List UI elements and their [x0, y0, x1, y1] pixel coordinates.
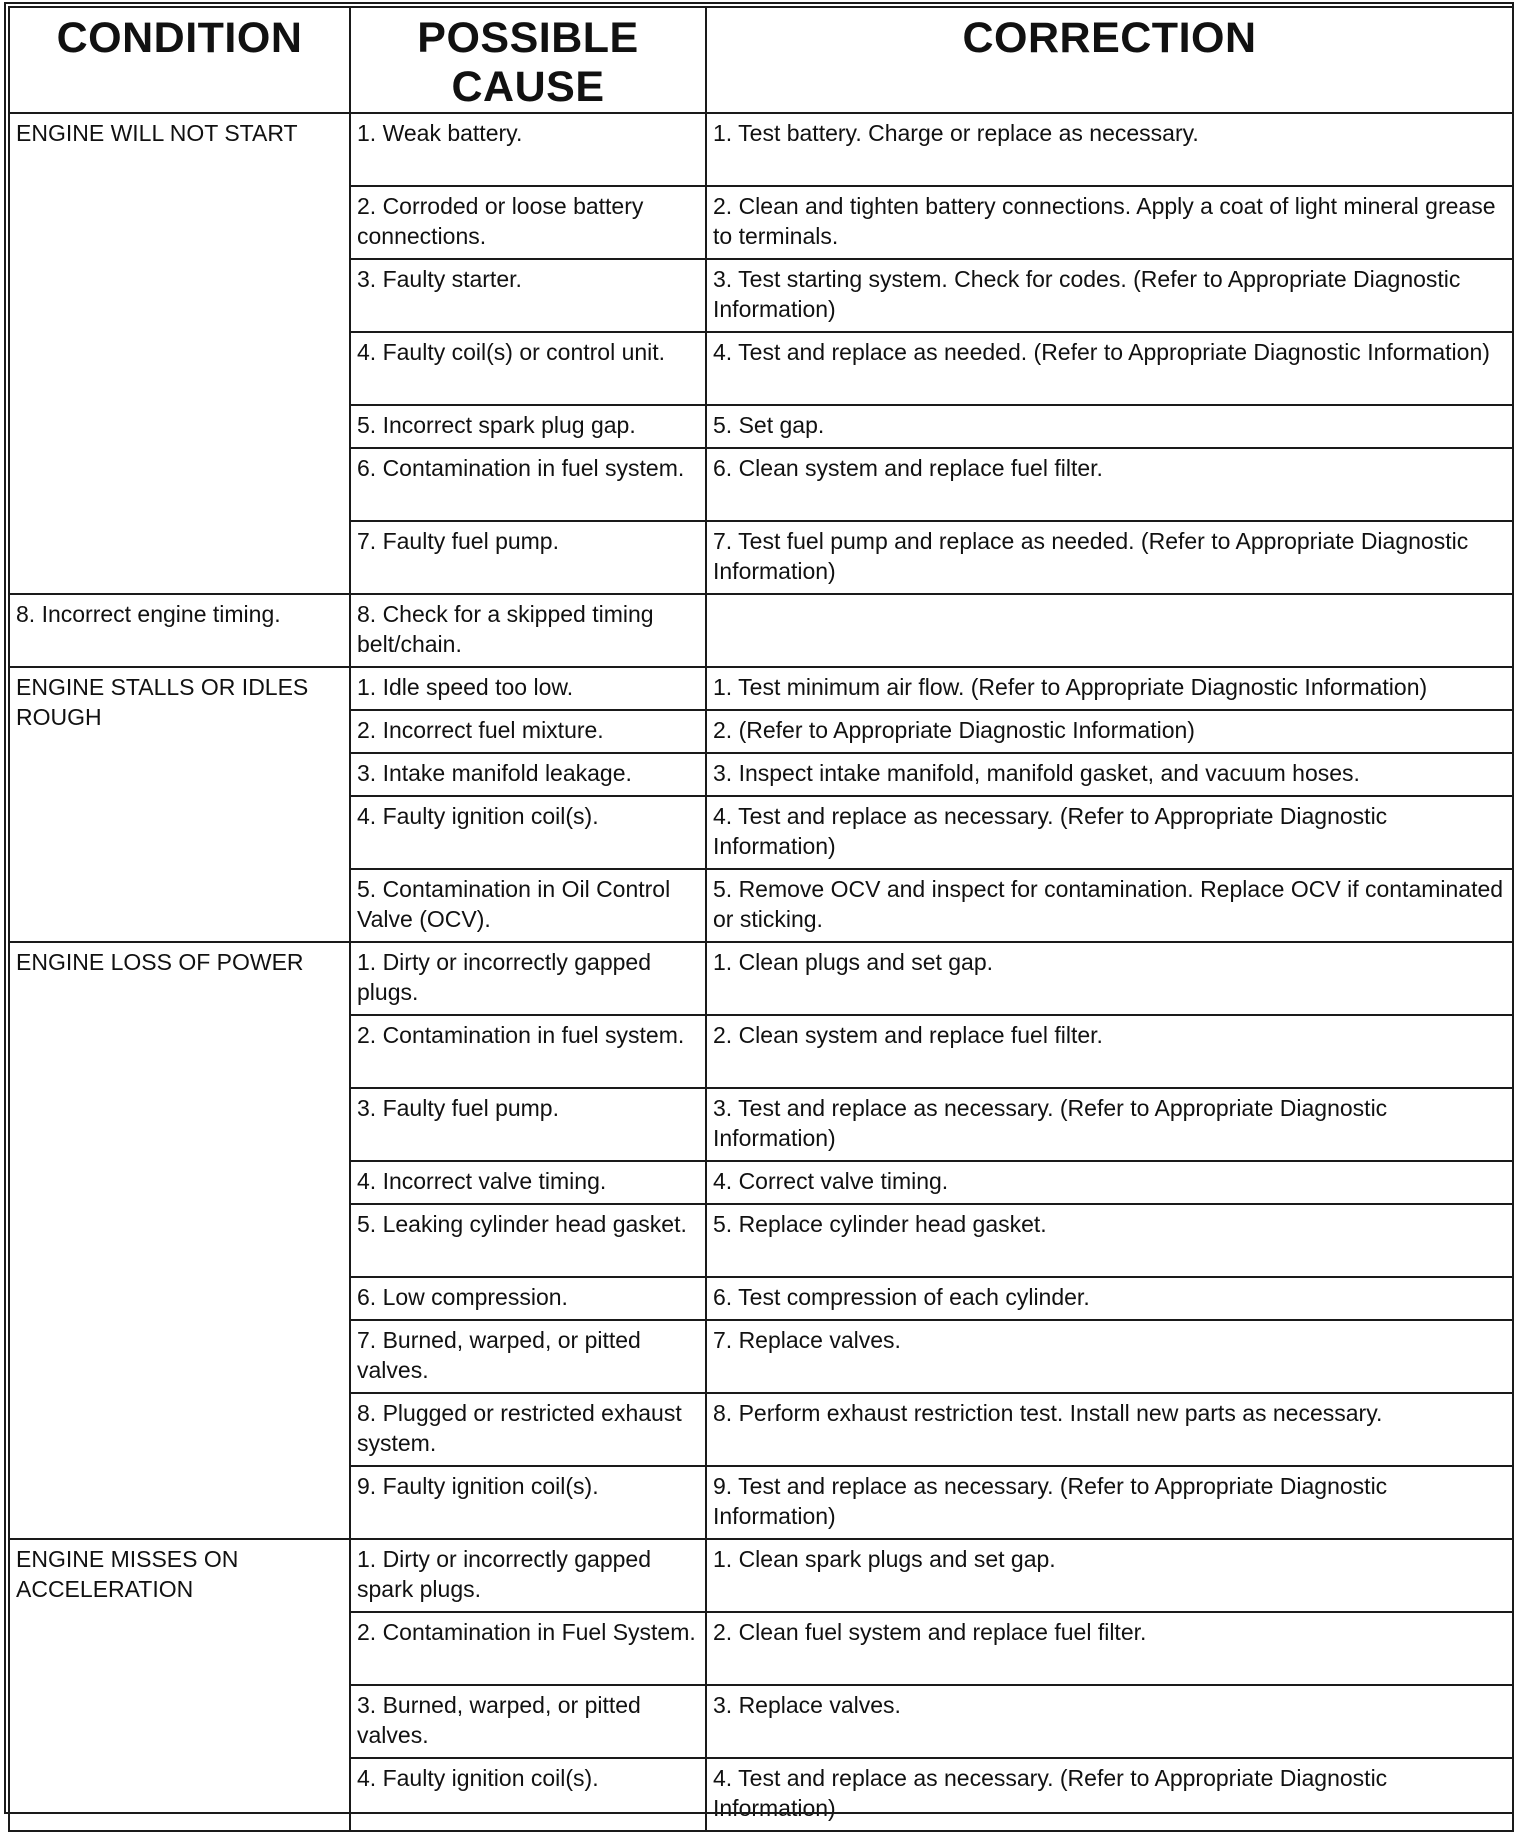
condition-cell: ENGINE STALLS OR IDLES ROUGH [9, 667, 350, 942]
cause-cell: 7. Faulty fuel pump. [350, 521, 706, 594]
table-row [9, 113, 1513, 186]
cause-cell: 3. Burned, warped, or pitted valves. [350, 1685, 706, 1758]
condition-cell: 8. Incorrect engine timing. [9, 594, 350, 667]
correction-cell: 1. Clean plugs and set gap. [706, 942, 1513, 1015]
condition-cell: ENGINE MISSES ON ACCELERATION [9, 1539, 350, 1831]
cause-cell: 2. Contamination in Fuel System. [350, 1612, 706, 1685]
cause-cell: 2. Corroded or loose battery connections. [350, 186, 706, 259]
cause-cell: 7. Burned, warped, or pitted valves. [350, 1320, 706, 1393]
condition-cell: ENGINE WILL NOT START [9, 113, 350, 594]
correction-cell: 4. Test and replace as needed. (Refer to Appropriate Diagnostic Information) [706, 332, 1513, 405]
correction-cell: 4. Test and replace as necessary. (Refer to Appropriate Diagnostic Information) [706, 796, 1513, 869]
correction-cell: 4. Correct valve timing. [706, 1161, 1513, 1204]
correction-cell: 5. Replace cylinder head gasket. [706, 1204, 1513, 1277]
cause-cell: 1. Dirty or incorrectly gapped plugs. [350, 942, 706, 1015]
cause-cell: 5. Incorrect spark plug gap. [350, 405, 706, 448]
cause-cell: 8. Check for a skipped timing belt/chain. [350, 594, 706, 667]
correction-cell: 5. Remove OCV and inspect for contamination. Replace OCV if contaminated or sticking. [706, 869, 1513, 942]
correction-cell: 6. Clean system and replace fuel filter. [706, 448, 1513, 521]
header-row [9, 7, 1513, 113]
cause-cell: 2. Incorrect fuel mixture. [350, 710, 706, 753]
cause-cell: 4. Incorrect valve timing. [350, 1161, 706, 1204]
correction-cell: 3. Inspect intake manifold, manifold gasket, and vacuum hoses. [706, 753, 1513, 796]
cause-cell: 9. Faulty ignition coil(s). [350, 1466, 706, 1539]
table-row [9, 1539, 1513, 1612]
cause-cell: 1. Idle speed too low. [350, 667, 706, 710]
cause-cell: 4. Faulty coil(s) or control unit. [350, 332, 706, 405]
cause-cell: 6. Contamination in fuel system. [350, 448, 706, 521]
cause-cell: 5. Contamination in Oil Control Valve (OCV). [350, 869, 706, 942]
header-possible-cause: POSSIBLE CAUSE [350, 7, 706, 113]
header-condition: CONDITION [9, 7, 350, 113]
correction-cell: 5. Set gap. [706, 405, 1513, 448]
correction-cell: 4. Test and replace as necessary. (Refer to Appropriate Diagnostic Information) [706, 1758, 1513, 1831]
table-row [9, 667, 1513, 710]
cause-cell: 8. Plugged or restricted exhaust system. [350, 1393, 706, 1466]
cause-cell: 3. Faulty starter. [350, 259, 706, 332]
correction-cell: 2. Clean fuel system and replace fuel filter. [706, 1612, 1513, 1685]
correction-cell: 1. Test battery. Charge or replace as necessary. [706, 113, 1513, 186]
correction-cell: 7. Replace valves. [706, 1320, 1513, 1393]
correction-cell: 7. Test fuel pump and replace as needed. (Refer to Appropriate Diagnostic Information) [706, 521, 1513, 594]
cause-cell: 3. Faulty fuel pump. [350, 1088, 706, 1161]
cause-cell: 4. Faulty ignition coil(s). [350, 1758, 706, 1831]
table-row [9, 942, 1513, 1015]
cause-cell: 1. Dirty or incorrectly gapped spark plugs. [350, 1539, 706, 1612]
cause-cell: 3. Intake manifold leakage. [350, 753, 706, 796]
cause-cell: 6. Low compression. [350, 1277, 706, 1320]
correction-cell [706, 594, 1513, 667]
condition-cell: ENGINE LOSS OF POWER [9, 942, 350, 1539]
cause-cell: 2. Contamination in fuel system. [350, 1015, 706, 1088]
table-row [9, 594, 1513, 667]
correction-cell: 6. Test compression of each cylinder. [706, 1277, 1513, 1320]
correction-cell: 8. Perform exhaust restriction test. Install new parts as necessary. [706, 1393, 1513, 1466]
correction-cell: 9. Test and replace as necessary. (Refer to Appropriate Diagnostic Information) [706, 1466, 1513, 1539]
correction-cell: 2. (Refer to Appropriate Diagnostic Information) [706, 710, 1513, 753]
cause-cell: 4. Faulty ignition coil(s). [350, 796, 706, 869]
cause-cell: 5. Leaking cylinder head gasket. [350, 1204, 706, 1277]
correction-cell: 3. Test and replace as necessary. (Refer to Appropriate Diagnostic Information) [706, 1088, 1513, 1161]
correction-cell: 3. Test starting system. Check for codes. (Refer to Appropriate Diagnostic Information) [706, 259, 1513, 332]
correction-cell: 1. Test minimum air flow. (Refer to Appropriate Diagnostic Information) [706, 667, 1513, 710]
header-correction: CORRECTION [706, 7, 1513, 113]
diagnosis-table [8, 6, 1514, 1832]
correction-cell: 2. Clean and tighten battery connections. Apply a coat of light mineral grease to terminals. [706, 186, 1513, 259]
correction-cell: 1. Clean spark plugs and set gap. [706, 1539, 1513, 1612]
correction-cell: 2. Clean system and replace fuel filter. [706, 1015, 1513, 1088]
correction-cell: 3. Replace valves. [706, 1685, 1513, 1758]
cause-cell: 1. Weak battery. [350, 113, 706, 186]
